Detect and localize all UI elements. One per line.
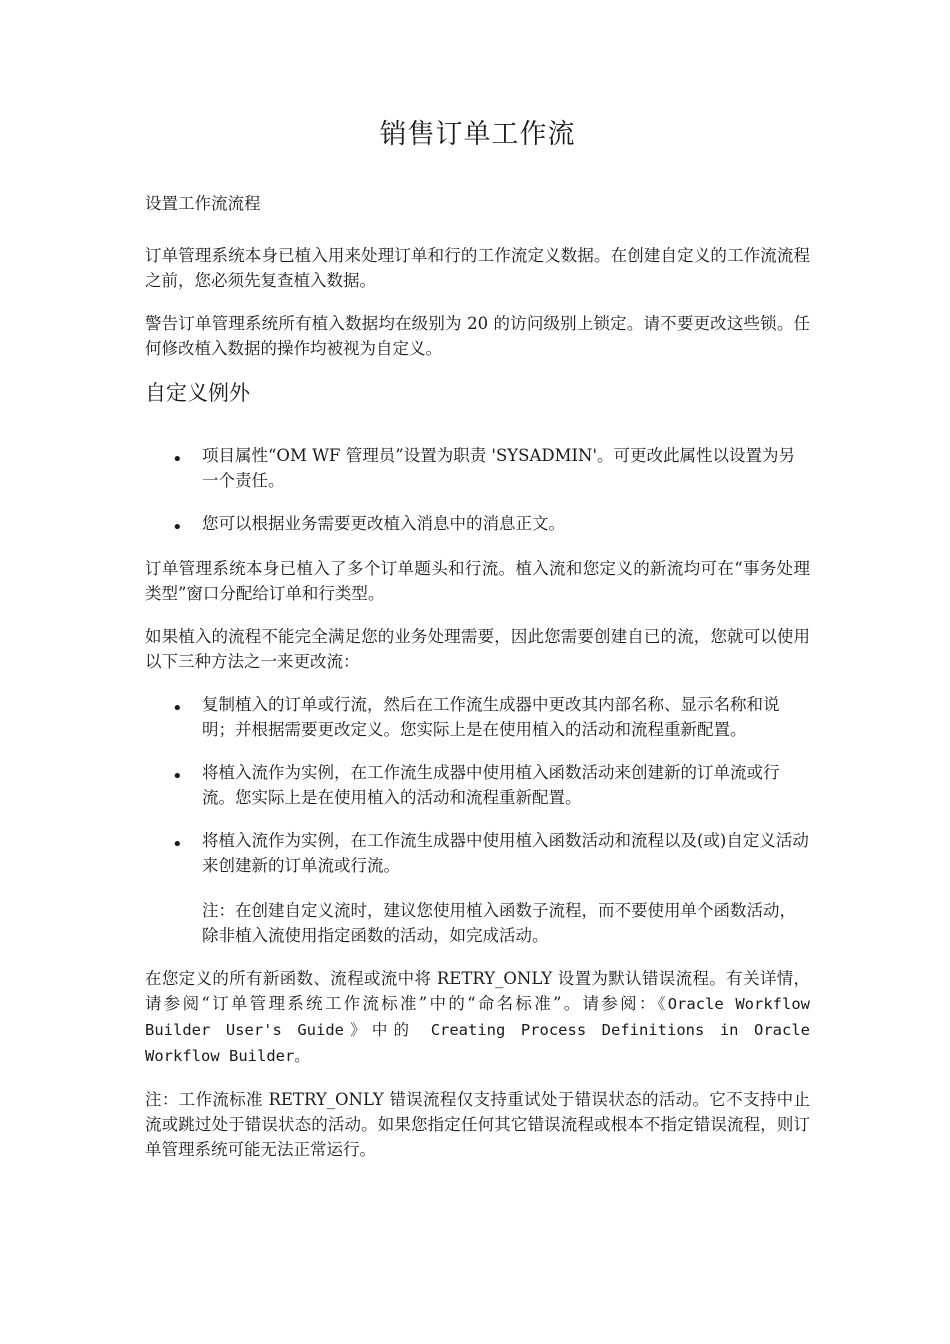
page-title: 销售订单工作流 [379, 119, 576, 150]
list-item [145, 443, 810, 493]
bullet-icon: • [172, 449, 183, 470]
paragraph-retry-reference: 《Oracle Workflow Builder User's Guide》中的 Creating Process Definitions in Oracle Workflow Builder。 [145, 995, 810, 1065]
bullet-icon: • [172, 517, 183, 538]
list-item-text: 将植入流作为实例，在工作流生成器中使用植入函数活动来创建新的订单流或行流。您实际上是在使用植入的活动和流程重新配置。 [202, 763, 780, 807]
method-note: 注：在创建自定义流时，建议您使用植入函数子流程，而不要使用单个函数活动，除非植入流使用指定函数的活动，如完成活动。 [202, 901, 796, 945]
bullet-icon: • [172, 834, 183, 855]
paragraph-retry-text: 在您定义的所有新函数、流程或流中将 RETRY_ONLY 设置为默认错误流程。有关详情，请参阅“订单管理系统工作流标准”中的“命名标准”。请参阅： [145, 969, 810, 1013]
exception-list [145, 443, 810, 536]
list-item-text: 项目属性“OM WF 管理员”设置为职责 'SYSADMIN'。可更改此属性以设置为另一个责任。 [202, 446, 796, 490]
list-item [145, 511, 810, 536]
list-item [145, 760, 810, 810]
paragraph-intro: 订单管理系统本身已植入用来处理订单和行的工作流定义数据。在创建自定义的工作流流程之前，您必须先复查植入数据。 [145, 246, 810, 290]
paragraph-methods: 如果植入的流程不能完全满足您的业务处理需要，因此您需要创建自已的流，您就可以使用以下三种方法之一来更改流： [145, 627, 810, 671]
paragraph-seeded-flows: 订单管理系统本身已植入了多个订单题头和行流。植入流和您定义的新流均可在“事务处理类型”窗口分配给订单和行类型。 [145, 559, 810, 603]
bullet-icon: • [172, 766, 183, 787]
list-item-text: 将植入流作为实例，在工作流生成器中使用植入函数活动和流程以及(或)自定义活动来创建新的订单流或行流。 [202, 831, 809, 875]
paragraph-final-note: 注：工作流标准 RETRY_ONLY 错误流程仅支持重试处于错误状态的活动。它不支持中止流或跳过处于错误状态的活动。如果您指定任何其它错误流程或根本不指定错误流程，则订单管理系统可能无法正常运行。 [145, 1090, 810, 1159]
list-item [145, 828, 810, 878]
paragraph-warning: 警告订单管理系统所有植入数据均在级别为 20 的访问级别上锁定。请不要更改这些锁。任何修改植入数据的操作均被视为自定义。 [145, 314, 810, 358]
paragraph-retry [145, 966, 810, 1069]
list-item-text: 您可以根据业务需要更改植入消息中的消息正文。 [202, 514, 565, 533]
bullet-icon: • [172, 698, 183, 719]
document-page [145, 112, 810, 1180]
section-subheading: 设置工作流流程 [145, 194, 261, 213]
heading-exceptions: 自定义例外 [145, 381, 250, 405]
list-item [145, 692, 810, 742]
method-list [145, 692, 810, 878]
list-item-text: 复制植入的订单或行流，然后在工作流生成器中更改其内部名称、显示名称和说明；并根据需要更改定义。您实际上是在使用植入的活动和流程重新配置。 [202, 695, 780, 739]
